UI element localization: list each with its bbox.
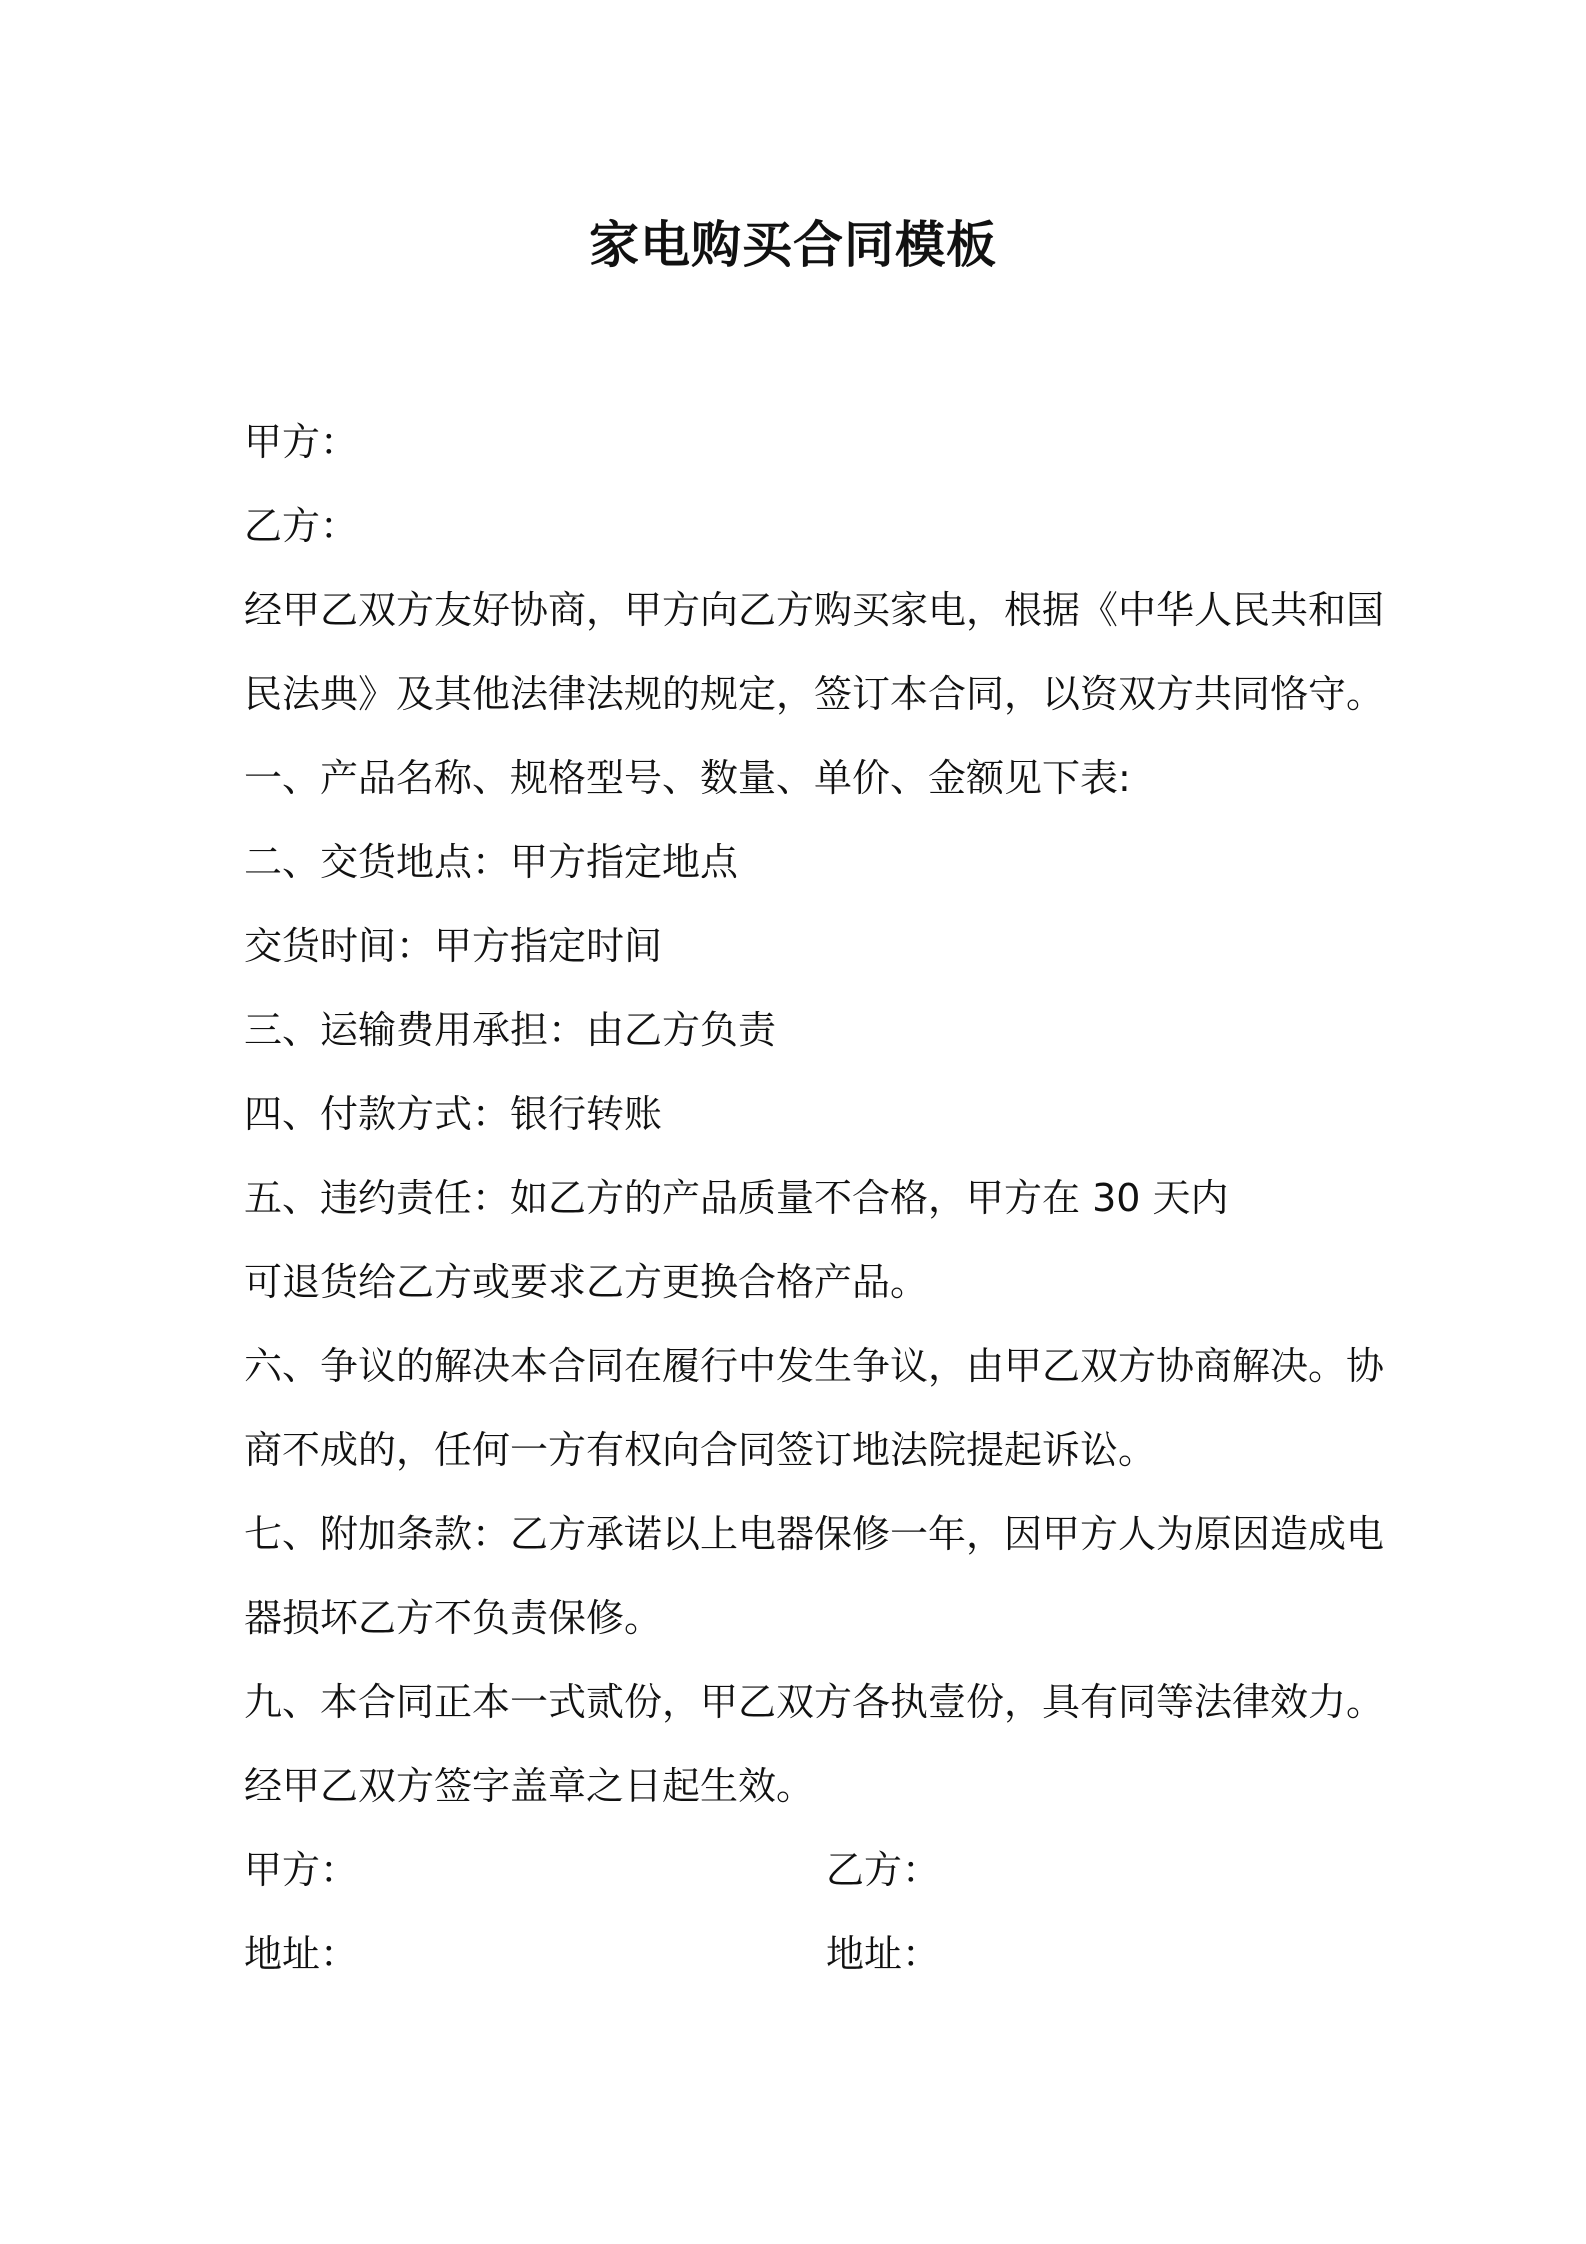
- clause-payment: 四、付款方式：银行转账: [244, 1092, 663, 1136]
- clause-additional: 七、附加条款：乙方承诺以上电器保修一年，因甲方人为原因造成电: [244, 1512, 1385, 1556]
- clause-copies: 九、本合同正本一式贰份，甲乙双方各执壹份，具有同等法律效力。: [244, 1680, 1385, 1724]
- clause-liability-cont: 可退货给乙方或要求乙方更换合格产品。: [244, 1260, 929, 1304]
- clause-transport: 三、运输费用承担：由乙方负责: [244, 1008, 777, 1052]
- clause-delivery-place: 二、交货地点：甲方指定地点: [244, 840, 739, 884]
- clause-effective: 经甲乙双方签字盖章之日起生效。: [244, 1764, 815, 1808]
- clause-liability: 五、违约责任：如乙方的产品质量不合格，甲方在 30 天内: [244, 1176, 1229, 1220]
- signature-address-b: 地址：: [826, 1932, 941, 1976]
- signature-row-address: [244, 1912, 1364, 1996]
- document-title: 家电购买合同模板: [589, 216, 997, 274]
- clause-additional-cont: 器损坏乙方不负责保修。: [244, 1596, 663, 1640]
- paragraph-line: 民法典》及其他法律法规的规定，签订本合同，以资双方共同恪守。: [244, 672, 1385, 716]
- signature-party-a: 甲方：: [244, 1848, 359, 1892]
- clause-dispute-cont: 商不成的，任何一方有权向合同签订地法院提起诉讼。: [244, 1428, 1157, 1472]
- paragraph-line: 经甲乙双方友好协商，甲方向乙方购买家电，根据《中华人民共和国: [244, 588, 1385, 632]
- clause-delivery-time: 交货时间：甲方指定时间: [244, 924, 663, 968]
- signature-row-party: [244, 1828, 1364, 1912]
- clause-dispute: 六、争议的解决本合同在履行中发生争议，由甲乙双方协商解决。协: [244, 1344, 1385, 1388]
- contract-body: [244, 400, 1385, 1996]
- signature-party-b: 乙方：: [826, 1848, 941, 1892]
- party-b-line: 乙方：: [244, 504, 359, 548]
- signature-address-a: 地址：: [244, 1932, 359, 1976]
- clause-products: 一、产品名称、规格型号、数量、单价、金额见下表:: [244, 756, 1131, 800]
- party-a-line: 甲方：: [244, 420, 359, 464]
